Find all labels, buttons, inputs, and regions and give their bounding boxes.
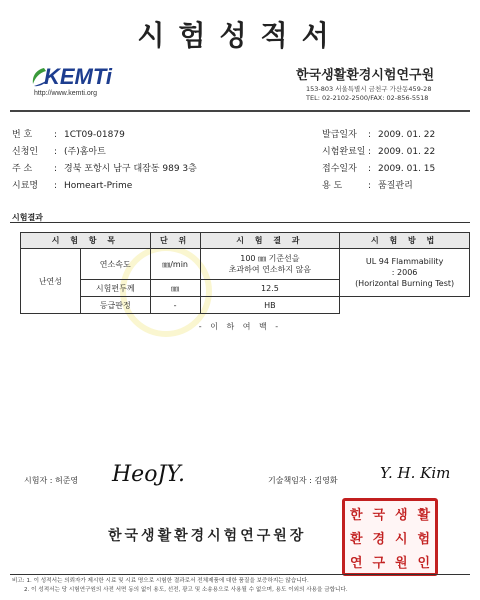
field-purpose-value: 품질관리 xyxy=(378,181,413,191)
empty-cell xyxy=(340,297,470,314)
item-cell: 등급판정 xyxy=(80,297,150,314)
seal-char: 구 xyxy=(372,555,386,571)
result-line-2: 초과하여 연소하지 않음 xyxy=(228,265,312,274)
field-purpose: 용 도 : 품질관리 xyxy=(322,178,413,191)
result-cell: HB xyxy=(200,297,340,314)
table-row xyxy=(21,249,470,280)
footer-divider xyxy=(10,574,470,575)
result-cell xyxy=(200,249,340,280)
note-1: 비고: 1. 이 성적서는 의뢰자가 제시한 시료 및 시료 명으로 시험한 결과로서 전체제품에 대한 품질을 보증하지는 않습니다. xyxy=(12,578,309,584)
method-line-3: (Horizontal Burning Test) xyxy=(355,279,455,288)
note-2: 2. 이 성적서는 당 시험연구원의 사전 서면 동의 없이 용도, 선전, 광고 및 소송용으로 사용될 수 없으며, 용도 이외의 사용을 금합니다. xyxy=(24,587,348,593)
unit-cell: - xyxy=(150,297,200,314)
header-method: 시 험 방 법 xyxy=(340,233,470,249)
field-receipt-date: 접수일자 : 2009. 01. 15 xyxy=(322,161,435,174)
field-address: 주 소 : 경북 포항시 남구 대잠동 989 3층 xyxy=(12,161,197,174)
field-receipt-date-value: 2009. 01. 15 xyxy=(378,164,436,174)
manager-label: 기술책임자 : 김영화 xyxy=(268,476,338,485)
address-line: 153-803 서울특별시 금천구 가산동459-28 xyxy=(306,85,432,93)
result-line-1: 100 ㎜ 기준선을 xyxy=(240,254,300,263)
field-applicant: 신청인 : (주)홈아트 xyxy=(12,144,106,157)
field-sample: 시료명 : Homeart-Prime xyxy=(12,178,132,191)
seal-char: 인 xyxy=(417,555,431,571)
result-cell: 12.5 xyxy=(200,280,340,297)
field-address-value: 경북 포항시 남구 대잠동 989 3층 xyxy=(64,164,197,174)
seal-char: 경 xyxy=(372,531,386,547)
end-of-results-marker: - 이 하 여 백 - xyxy=(198,322,282,331)
seal-char: 활 xyxy=(417,507,431,523)
field-issue-date: 발급일자 : 2009. 01. 22 xyxy=(322,127,435,140)
header-unit: 단 위 xyxy=(150,233,200,249)
seal-char: 험 xyxy=(417,531,431,547)
field-number-label: 번 호 xyxy=(12,130,33,140)
org-name: 한국생활환경시험연구원 xyxy=(296,68,435,83)
category-cell: 난연성 xyxy=(21,249,81,314)
unit-cell: ㎜ xyxy=(150,280,200,297)
manager-signature: Y. H. Kim xyxy=(380,464,451,482)
item-cell: 연소속도 xyxy=(80,249,150,280)
seal-char: 환 xyxy=(349,531,363,547)
field-purpose-label: 용 도 xyxy=(322,181,343,191)
tel-line: TEL: 02-2102-2500/FAX: 02-856-5518 xyxy=(306,94,429,102)
header-divider xyxy=(10,110,470,112)
results-divider xyxy=(10,222,470,223)
document-title: 시험성적서 xyxy=(137,19,343,52)
seal-char: 국 xyxy=(372,507,386,523)
unit-cell: ㎜/min xyxy=(150,249,200,280)
seal-char: 시 xyxy=(394,531,408,547)
field-sample-value: Homeart-Prime xyxy=(64,181,133,191)
tester-label: 시험자 : 허준영 xyxy=(24,476,79,485)
header-test-item: 시 험 항 목 xyxy=(21,233,151,249)
seal-char: 연 xyxy=(349,555,363,571)
seal-char: 한 xyxy=(349,507,363,523)
field-test-complete-label: 시험완료일 xyxy=(322,147,366,157)
field-address-label: 주 소 xyxy=(12,164,33,174)
field-number-value: 1CT09-01879 xyxy=(64,130,125,140)
results-section-title: 시험결과 xyxy=(12,213,43,222)
field-number: 번 호 : 1CT09-01879 xyxy=(12,127,125,140)
results-table xyxy=(20,232,470,314)
footer-org-name: 한국생활환경시험연구원장 xyxy=(108,528,307,544)
org-address xyxy=(306,85,431,103)
field-test-complete-value: 2009. 01. 22 xyxy=(378,147,436,157)
logo-text: KEMTi xyxy=(44,64,113,89)
field-test-complete-date: 시험완료일 : 2009. 01. 22 xyxy=(322,144,435,157)
method-cell xyxy=(340,249,470,297)
kemti-logo xyxy=(30,64,170,100)
field-issue-date-value: 2009. 01. 22 xyxy=(378,130,436,140)
field-applicant-value: (주)홈아트 xyxy=(64,147,106,157)
field-issue-date-label: 발급일자 xyxy=(322,130,357,140)
results-header-row xyxy=(21,233,470,249)
field-applicant-label: 신청인 xyxy=(12,147,39,157)
tester-signature: HeoJY. xyxy=(112,462,185,487)
item-cell: 시험편두께 xyxy=(80,280,150,297)
seal-char: 생 xyxy=(394,507,408,523)
logo-url: http://www.kemti.org xyxy=(34,90,98,97)
table-row xyxy=(21,297,470,314)
field-receipt-date-label: 접수일자 xyxy=(322,164,357,174)
seal-char: 원 xyxy=(394,555,408,571)
method-line-2: : 2006 xyxy=(391,268,418,277)
header-result: 시 험 결 과 xyxy=(200,233,340,249)
method-line-1: UL 94 Flammability xyxy=(365,257,444,266)
field-sample-label: 시료명 xyxy=(12,181,39,191)
official-seal xyxy=(342,498,438,576)
footer-notes xyxy=(12,577,348,595)
